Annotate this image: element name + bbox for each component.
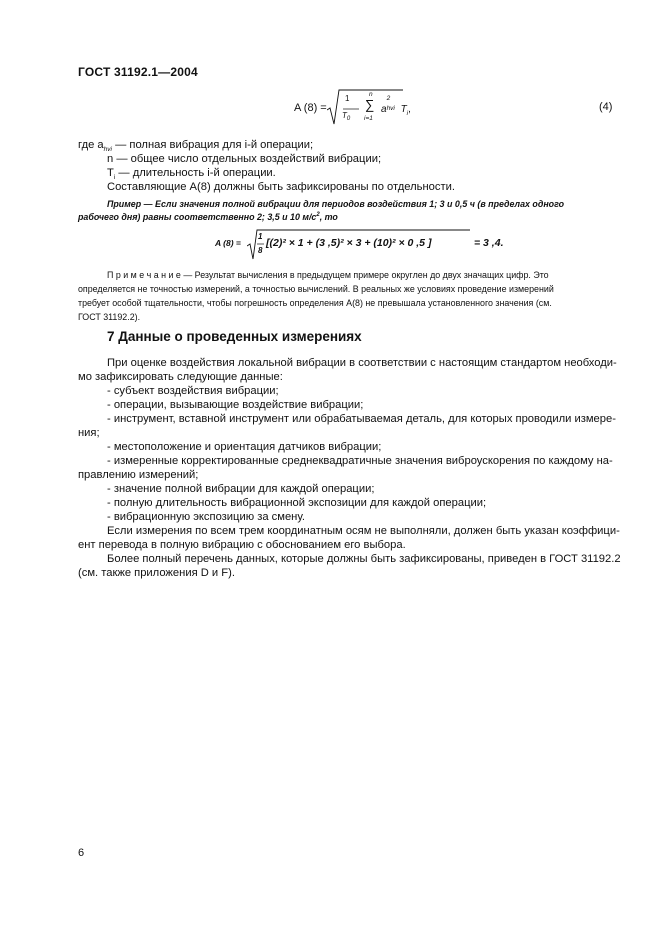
intro-line-2: мо зафиксировать следующие данные: bbox=[78, 371, 283, 383]
formula-4-term bbox=[381, 95, 411, 117]
example-line-1: Пример — Если значения полной вибрации для периодов воздействия 1; 3 и 0,5 ч (в пределах одного bbox=[107, 199, 565, 209]
list-item-continuation: правлению измерений; bbox=[78, 469, 199, 481]
example-formula-lhs: A (8) = bbox=[215, 238, 241, 248]
para3-line-1: Более полный перечень данных, которые должны быть зафиксированы, приведен в ГОСТ 31192.2 bbox=[107, 553, 621, 565]
formula-4-term-a-sub: hvi bbox=[386, 105, 395, 112]
para2-line-2: ент перевода в полную вибрацию с обоснованием его выбора. bbox=[78, 539, 406, 551]
formula-4-term-t-sub: i bbox=[406, 110, 409, 117]
formula-4-term-a: a bbox=[381, 104, 387, 115]
formula-4-frac-den bbox=[342, 111, 350, 122]
where-line-3-prefix: T bbox=[107, 167, 114, 179]
where-line-3-rest: — длительность i-й операции. bbox=[115, 167, 276, 179]
note-line-2: определяется не точностью измерений, а точностью вычислений. В реальных же условиях проведение измерений bbox=[78, 284, 554, 294]
formula-4 bbox=[0, 88, 661, 128]
formula-4-sum-top: n bbox=[369, 91, 373, 98]
formula-4-frac-den-letter: T bbox=[342, 111, 347, 120]
list-item: - вибрационную экспозицию за смену. bbox=[107, 511, 305, 523]
where-line-4: Составляющие A(8) должны быть зафиксированы по отдельности. bbox=[107, 181, 455, 193]
para3-line-2: (см. также приложения D и F). bbox=[78, 567, 235, 579]
note-line-3: требует особой тщательности, чтобы погрешность определения A(8) не превышала установленного значения (см. bbox=[78, 298, 552, 308]
formula-4-frac-num: 1 bbox=[345, 94, 350, 103]
list-item: - инструмент, вставной инструмент или обрабатываемая деталь, для которых проводили измере- bbox=[107, 413, 616, 425]
where-line-1-rest: — полная вибрация для i-й операции; bbox=[111, 139, 314, 151]
intro-line-1: При оценке воздействия локальной вибрации в соответствии с настоящим стандартом необходи- bbox=[107, 357, 617, 369]
list-item: - местоположение и ориентация датчиков вибрации; bbox=[107, 441, 382, 453]
formula-4-frac-den-sub: 0 bbox=[346, 116, 351, 122]
example-line-2-sup: 2 bbox=[316, 212, 320, 218]
para2-line-1: Если измерения по всем трем координатным осям не выполняли, должен быть указан коэффици- bbox=[107, 525, 620, 537]
note-line-4: ГОСТ 31192.2). bbox=[78, 312, 141, 322]
formula-4-sum-sign: ∑ bbox=[365, 97, 375, 112]
formula-4-trail: , bbox=[408, 104, 411, 115]
example-line-2 bbox=[78, 212, 338, 222]
where-line-3-sub: i bbox=[113, 174, 116, 181]
note-line-1: П р и м е ч а н и е — Результат вычисления в предыдущем примере округлен до двух значащих цифр. Это bbox=[107, 270, 549, 280]
page-number: 6 bbox=[78, 847, 85, 859]
example-formula-num: 1 bbox=[258, 232, 263, 241]
section-heading: 7 Данные о проведенных измерениях bbox=[107, 329, 362, 344]
formula-4-term-t: T bbox=[400, 104, 407, 115]
list-item-continuation: ния; bbox=[78, 427, 100, 439]
example-formula-body: [(2)² × 1 + (3 ,5)² × 3 + (10)² × 0 ,5 ] bbox=[266, 237, 432, 249]
example-formula-result: = 3 ,4. bbox=[474, 237, 504, 249]
where-line-2: n — общее число отдельных воздействий вибрации; bbox=[107, 153, 382, 165]
list-item: - полную длительность вибрационной экспозиции для каждой операции; bbox=[107, 497, 487, 509]
document-header: ГОСТ 31192.1—2004 bbox=[78, 65, 198, 79]
example-line-2-a: рабочего дня) равны соответственно 2; 3,5 и 10 м/с bbox=[78, 212, 317, 222]
formula-4-lhs: A (8) = bbox=[294, 102, 327, 114]
list-item: - значение полной вибрации для каждой операции; bbox=[107, 483, 375, 495]
example-line-2-b: , то bbox=[319, 212, 338, 222]
list-item: - субъект воздействия вибрации; bbox=[107, 385, 279, 397]
example-formula-den: 8 bbox=[258, 246, 263, 255]
list-item: - измеренные корректированные среднеквадратичные значения виброускорения по каждому на- bbox=[107, 455, 613, 467]
example-formula bbox=[0, 228, 661, 262]
where-line-1-prefix: где a bbox=[78, 139, 104, 151]
formula-4-term-a-sup: 2 bbox=[386, 95, 391, 102]
formula-4-sum-bottom: i=1 bbox=[364, 115, 373, 122]
list-item: - операции, вызывающие воздействие вибрации; bbox=[107, 399, 364, 411]
formula-4-number: (4) bbox=[599, 101, 613, 113]
where-line-1-sub: hvi bbox=[103, 146, 112, 153]
